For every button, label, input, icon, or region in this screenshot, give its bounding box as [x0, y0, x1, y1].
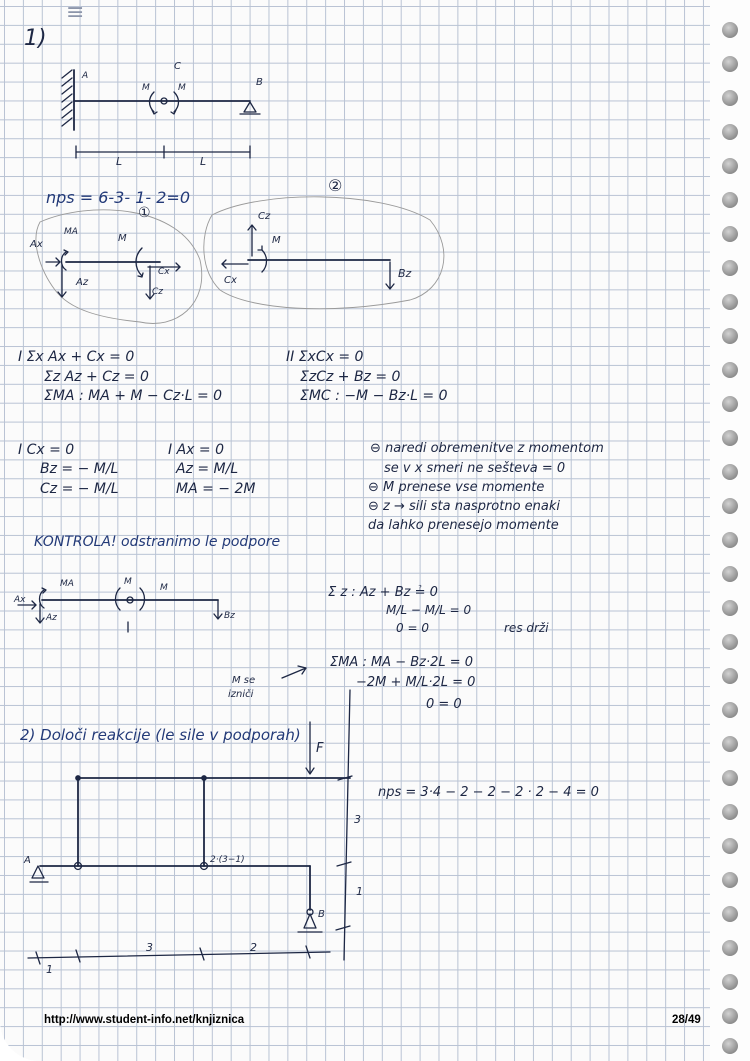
stat-indeterminacy-2: nps = 3·4 − 2 − 2 − 2 · 2 − 4 = 0: [378, 785, 599, 800]
fbd1-cx: Cx: [158, 267, 170, 277]
binding-hole: [722, 736, 738, 752]
binding-hole: [722, 226, 738, 242]
dim-w2: 2: [250, 941, 257, 954]
binding-hole: [722, 260, 738, 276]
check-line: res drži: [504, 621, 549, 635]
check-ma: MA: [60, 579, 74, 589]
binding-hole: [722, 328, 738, 344]
result-line: Cz = − M/L: [40, 481, 119, 497]
binding-hole: [722, 940, 738, 956]
binding-hole: [722, 498, 738, 514]
binding-hole: [722, 770, 738, 786]
note-line: ⊖ M prenese vse momente: [368, 480, 545, 495]
label-a-2: A: [24, 855, 31, 866]
dim-h1: 3: [354, 813, 361, 826]
beam-diagram-1: [62, 70, 260, 158]
binding-hole: [722, 1038, 738, 1054]
stat-indeterminacy-1: nps = 6-3- 1- 2=0: [46, 188, 191, 207]
label-a: A: [82, 71, 89, 81]
problem-2-title: 2) Določi reakcije (le sile v podporah): [20, 726, 301, 744]
check-az: Az: [46, 613, 57, 623]
result-line: I Ax = 0: [168, 442, 224, 458]
check-diagram: [18, 588, 306, 678]
header-mark: ≡: [66, 0, 85, 25]
binding-hole: [722, 1008, 738, 1024]
binding-hole: [722, 668, 738, 684]
binding-hole: [722, 634, 738, 650]
binding-hole: [722, 906, 738, 922]
fbd2-bz: Bz: [398, 267, 412, 280]
binding-hole: [722, 56, 738, 72]
fbd1-az: Az: [76, 277, 89, 288]
fbd1-m: M: [118, 233, 127, 244]
check-line: 0 = 0: [396, 621, 429, 635]
result-line: MA = − 2M: [176, 481, 256, 497]
length-l2: L: [200, 155, 207, 168]
dim-w1: 3: [146, 941, 153, 954]
binding-hole: [722, 192, 738, 208]
label-c: C: [174, 61, 181, 72]
eq-line: ΣMA : MA + M − Cz·L = 0: [44, 388, 223, 404]
binding-hole: [722, 838, 738, 854]
problem-1-number: 1): [24, 26, 47, 51]
binding-hole: [722, 362, 738, 378]
eq-line: Σz Az + Cz = 0: [44, 369, 149, 385]
fbd1-ax: Ax: [30, 239, 43, 250]
fbd2-cx: Cx: [224, 275, 237, 286]
length-l1: L: [116, 155, 123, 168]
binding-hole: [722, 804, 738, 820]
binding-hole: [722, 158, 738, 174]
binding-hole: [722, 702, 738, 718]
note-line: se v x smeri ne sešteva = 0: [384, 461, 566, 476]
eq-line: ΣzCz + Bz = 0: [300, 369, 401, 385]
result-line: Az = M/L: [176, 461, 239, 477]
result-line: Bz = − M/L: [40, 461, 119, 477]
label-b-2: B: [318, 909, 325, 920]
check-line: Σ z : Az + Bz ≟ 0: [328, 585, 438, 600]
binding-hole: [722, 464, 738, 480]
note-line: ⊖ z → sili sta nasprotno enaki: [368, 499, 561, 514]
joint-label: 2·(3−1): [210, 855, 245, 865]
fbd-2: [222, 225, 394, 289]
fbd1-cz: Cz: [152, 287, 164, 297]
eq-line: I Σx Ax + Cx = 0: [18, 349, 135, 365]
fbd2-m: M: [272, 235, 281, 246]
check-ax: Ax: [14, 595, 26, 605]
circle-2: ②: [328, 176, 343, 195]
eq-line: II ΣxCx = 0: [286, 349, 364, 365]
kontrola-heading: KONTROLA! odstranimo le podpore: [34, 534, 281, 550]
label-m-left: M: [142, 83, 150, 93]
binding-hole: [722, 430, 738, 446]
binding-hole: [722, 600, 738, 616]
eq-line: ΣMC : −M − Bz·L = 0: [300, 388, 448, 404]
check-line: 0 = 0: [426, 697, 462, 712]
fbd2-cz: Cz: [258, 211, 271, 222]
binding-hole: [722, 294, 738, 310]
check-m2: M: [160, 583, 168, 593]
footer-url[interactable]: http://www.student-info.net/knjiznica: [44, 1014, 245, 1026]
page-number: 28/49: [672, 1014, 701, 1026]
check-m1: M: [124, 577, 132, 587]
side-note-2: izniči: [228, 689, 254, 700]
binding-hole: [722, 532, 738, 548]
binding-hole: [722, 124, 738, 140]
check-line: −2M + M/L·2L = 0: [356, 675, 476, 690]
label-m-right: M: [178, 83, 186, 93]
check-bz: Bz: [224, 611, 235, 621]
label-b: B: [256, 77, 263, 88]
binding-hole: [722, 396, 738, 412]
binding-hole: [722, 872, 738, 888]
spiral-binding: [710, 0, 750, 1061]
result-line: I Cx = 0: [18, 442, 75, 458]
binding-hole: [722, 90, 738, 106]
dim-h2: 1: [356, 885, 363, 898]
dim-w0: 1: [46, 963, 53, 976]
check-line: M/L − M/L = 0: [386, 603, 472, 617]
side-note-1: M se: [232, 675, 256, 686]
circle-1: ①: [138, 205, 151, 221]
check-line: ΣMA : MA − Bz·2L = 0: [330, 655, 474, 670]
binding-hole: [722, 566, 738, 582]
force-label-f: F: [316, 741, 324, 756]
fbd1-ma: MA: [64, 227, 78, 237]
binding-hole: [722, 974, 738, 990]
note-line: da lahko prenesejo momente: [368, 518, 559, 533]
note-line: ⊖ naredi obremenitve z momentom: [370, 441, 604, 456]
binding-hole: [722, 22, 738, 38]
